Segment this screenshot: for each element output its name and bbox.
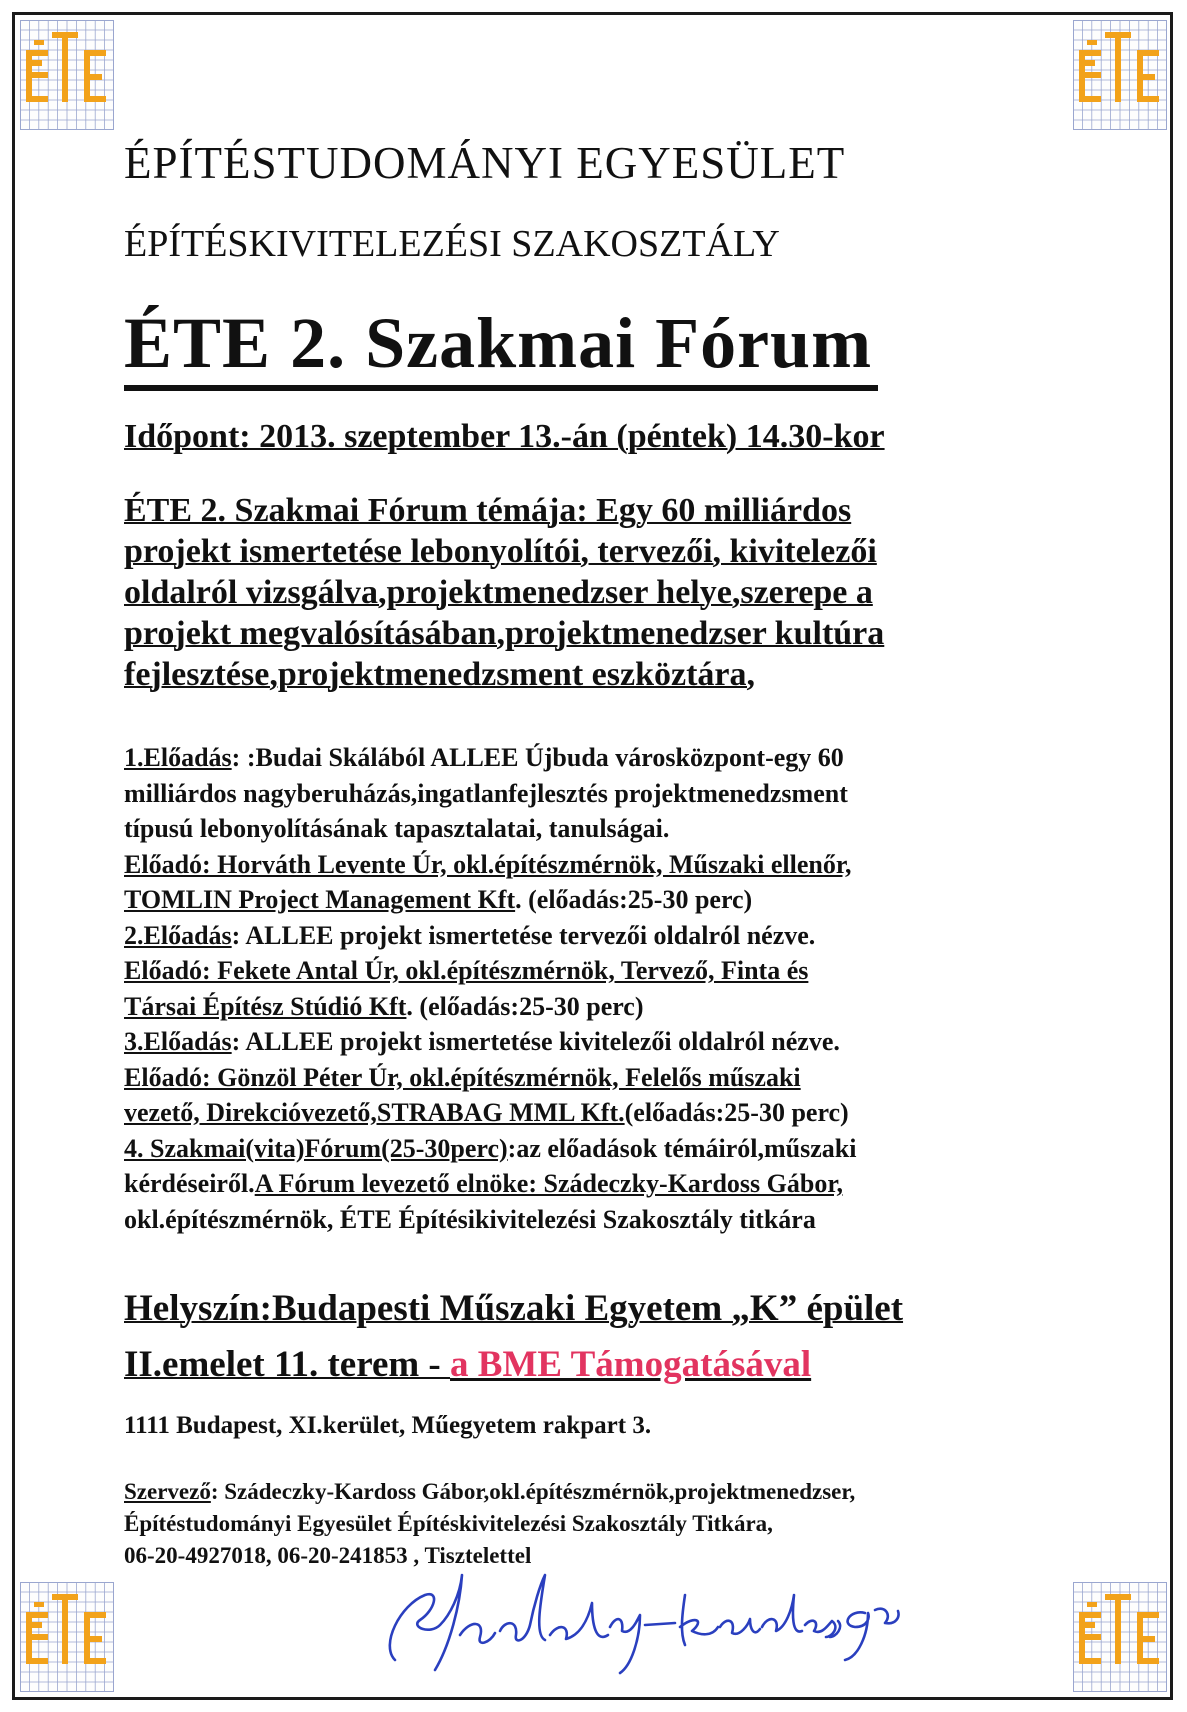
forum-line-1: :az előadások témáiról,műszaki <box>507 1133 857 1163</box>
topic-line-5: fejlesztése,projektmenedzsment eszköztára, <box>124 656 755 693</box>
talk-2-duration: . (előadás:25-30 perc) <box>406 991 644 1021</box>
talk-2-company-line <box>124 989 1074 1025</box>
talk-1-line-3: típusú lebonyolításának tapasztalatai, tanulságai. <box>124 814 670 843</box>
forum-line-2a: kérdéseiről. <box>124 1169 255 1198</box>
talk-1-line-2: milliárdos nagyberuházás,ingatlanfejlesztés projektmenedzsment <box>124 778 848 808</box>
talk-2-speaker: Előadó: Fekete Antal Úr, okl.építészmérnök, Tervező, Finta és <box>124 956 809 985</box>
forum-line-3: okl.építészmérnök, ÉTE Építésikivitelezési Szakosztály titkára <box>124 1204 816 1234</box>
talk-3-company: vezető, Direkcióvezető,STRABAG MML Kft. <box>124 1098 625 1127</box>
talk-2-company: Társai Építész Stúdió Kft <box>124 991 407 1021</box>
talk-1-speaker: Előadó: Horváth Levente Úr, okl.építészmérnök, Műszaki ellenőr, <box>124 849 852 879</box>
talk-3-company-line <box>124 1095 1074 1131</box>
forum-title: ÉTE 2. Szakmai Fórum <box>124 301 878 391</box>
talk-1-company: TOMLIN Project Management Kft <box>124 885 516 914</box>
organizer-line-1 <box>124 1476 1074 1508</box>
venue-sponsor: a BME Támogatásával <box>450 1344 812 1385</box>
talk-1-label: 1.Előadás <box>124 743 232 772</box>
venue-address: 1111 Budapest, XI.kerület, Műegyetem rakpart 3. <box>124 1412 652 1439</box>
talk-1-duration: . (előadás:25-30 perc) <box>515 885 753 914</box>
talk-3-label: 3.Előadás <box>124 1027 232 1056</box>
organization-name: ÉPÍTÉSTUDOMÁNYI EGYESÜLET <box>124 138 846 188</box>
handwritten-signature <box>340 1565 900 1675</box>
forum-chair: A Fórum levezető elnöke: Szádeczky-Kardoss Gábor, <box>254 1169 843 1198</box>
organizer-line-3: 06-20-4927018, 06-20-241853 , Tisztelettel <box>124 1543 532 1568</box>
forum-item <box>124 1131 1074 1167</box>
talk-2 <box>124 918 1074 954</box>
ete-logo-bottom-left <box>20 1582 114 1692</box>
organizer-line-2: Építéstudományi Egyesület Építéskivitelezési Szakosztály Titkára, <box>124 1511 773 1536</box>
venue-line-1: Helyszín:Budapesti Műszaki Egyetem „K” épület <box>124 1288 904 1329</box>
talk-1 <box>124 740 1074 776</box>
talk-1-company-line <box>124 882 1074 918</box>
ete-logo-bottom-right <box>1073 1582 1167 1692</box>
talk-2-label: 2.Előadás <box>124 920 232 950</box>
ete-logo-top-left <box>20 20 114 130</box>
talk-3-speaker: Előadó: Gönzöl Péter Úr, okl.építészmérnök, Felelős műszaki <box>124 1062 801 1092</box>
organizer-name: : Szádeczky-Kardoss Gábor,okl.építészmérnök,projektmenedzser, <box>210 1479 856 1504</box>
topic-line-1: ÉTE 2. Szakmai Fórum témája: Egy 60 milliárdos <box>124 492 852 529</box>
talk-2-title: : ALLEE projekt ismertetése tervezői oldalról nézve. <box>231 920 816 950</box>
topic-line-4: projekt megvalósításában,projektmenedzser kultúra <box>124 615 885 652</box>
forum-topic <box>124 490 1064 695</box>
topic-line-3: oldalról vizsgálva,projektmenedzser helye,szerepe a <box>124 574 873 611</box>
event-date: Időpont: 2013. szeptember 13.-án (péntek) 14.30-kor <box>124 418 885 455</box>
organizer-label: Szervező <box>124 1479 211 1504</box>
program-list <box>124 740 1074 1237</box>
venue-room: II.emelet 11. terem - <box>124 1344 451 1385</box>
organizer-block <box>124 1476 1074 1572</box>
section-name: ÉPÍTÉSKIVITELEZÉSI SZAKOSZTÁLY <box>124 223 780 265</box>
forum-line-2 <box>124 1166 1074 1202</box>
talk-3 <box>124 1024 1074 1060</box>
venue-block <box>124 1281 903 1393</box>
talk-3-duration: (előadás:25-30 perc) <box>624 1098 849 1127</box>
ete-logo-top-right <box>1073 20 1167 130</box>
topic-line-2: projekt ismertetése lebonyolítói, tervezői, kivitelezői <box>124 533 877 570</box>
forum-label: 4. Szakmai(vita)Fórum(25-30perc) <box>124 1133 508 1163</box>
talk-3-title: : ALLEE projekt ismertetése kivitelezői oldalról nézve. <box>231 1027 840 1056</box>
venue-line-2 <box>124 1337 903 1393</box>
talk-1-title: : :Budai Skálából ALLEE Újbuda városközpont-egy 60 <box>231 743 844 772</box>
